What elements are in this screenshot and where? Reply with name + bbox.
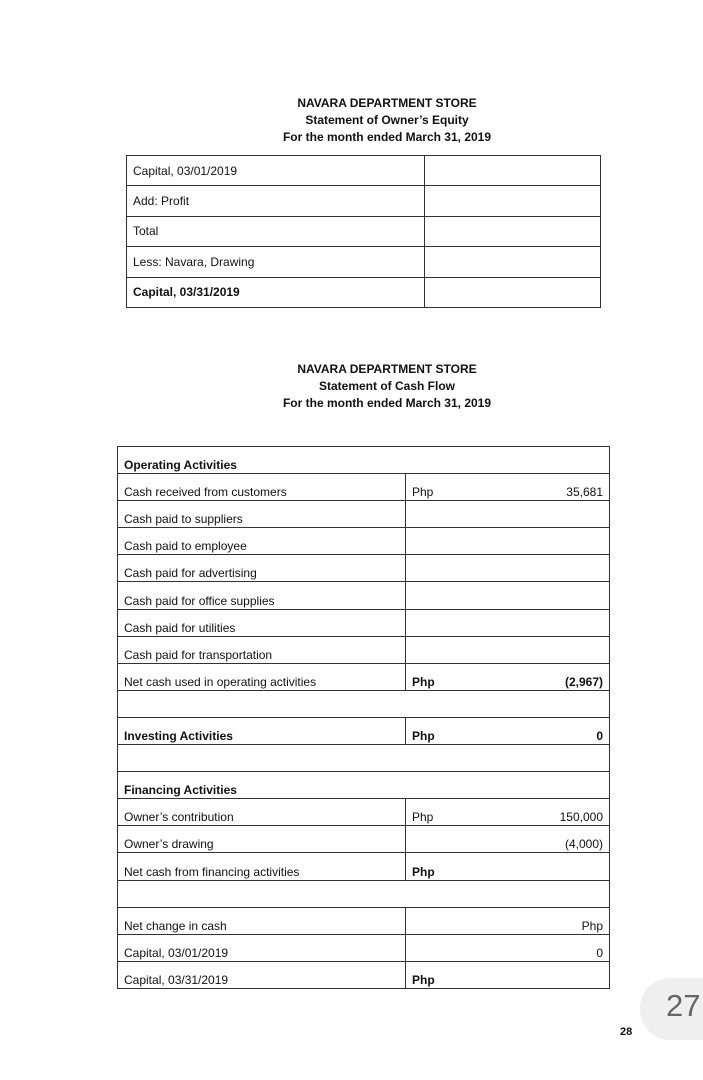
amount-cell (406, 555, 610, 582)
table-row (118, 636, 610, 663)
company-name: NAVARA DEPARTMENT STORE (297, 96, 477, 110)
table-row (118, 582, 610, 609)
row-label: Cash paid for advertising (118, 555, 406, 582)
financing-header: Financing Activities (118, 772, 610, 799)
statement-title: Statement of Cash Flow (318, 379, 455, 393)
statement-title: Statement of Owner’s Equity (305, 113, 469, 127)
amount-cell (406, 609, 610, 636)
table-row (118, 826, 610, 853)
table-row (127, 186, 601, 216)
row-label: Capital, 03/31/2019 (127, 277, 425, 307)
table-row (127, 247, 601, 277)
amount-cell (406, 528, 610, 555)
table-row (118, 474, 610, 501)
table-row (118, 609, 610, 636)
row-label: Net cash from financing activities (118, 853, 406, 880)
blank-row (118, 745, 610, 772)
row-label: Less: Navara, Drawing (127, 247, 425, 277)
row-label: Add: Profit (127, 186, 425, 216)
row-label: Capital, 03/31/2019 (118, 961, 406, 988)
amount-cell (406, 717, 610, 744)
row-label: Capital, 03/01/2019 (127, 156, 425, 186)
amount-cell: Php (406, 907, 610, 934)
table-row (118, 799, 610, 826)
amount: 0 (596, 729, 603, 744)
company-name: NAVARA DEPARTMENT STORE (297, 362, 477, 376)
amount-cell (406, 799, 610, 826)
currency: Php (412, 729, 435, 744)
amount: (2,967) (564, 674, 603, 689)
row-label: Cash received from customers (118, 474, 406, 501)
amount-cell (425, 277, 601, 307)
cashflow-heading (0, 361, 703, 412)
currency: Php (412, 674, 435, 689)
amount-cell (406, 636, 610, 663)
amount: 35,681 (566, 485, 603, 500)
row-label: Net cash used in operating activities (118, 663, 406, 690)
table-row (127, 277, 601, 307)
statement-period: For the month ended March 31, 2019 (282, 130, 492, 144)
table-row (118, 961, 610, 988)
table-row (127, 156, 601, 186)
amount-cell (406, 474, 610, 501)
table-row (118, 501, 610, 528)
row-label: Cash paid for office supplies (118, 582, 406, 609)
row-label: Capital, 03/01/2019 (118, 934, 406, 961)
blank-cell (118, 745, 406, 772)
row-label: Net change in cash (118, 907, 406, 934)
owners-equity-table (126, 155, 601, 308)
blank-cell (118, 880, 406, 907)
section-header (118, 447, 610, 474)
amount-cell (425, 216, 601, 246)
blank-cell (118, 690, 406, 717)
amount-cell (406, 826, 610, 853)
row-label: Cash paid for transportation (118, 636, 406, 663)
investing-row (118, 717, 610, 744)
amount: (4,000) (564, 837, 603, 852)
row-label: Owner’s contribution (118, 799, 406, 826)
table-row (127, 216, 601, 246)
blank-cell (406, 880, 610, 907)
page-badge-number: 27 (666, 988, 701, 1023)
blank-cell (406, 690, 610, 717)
currency: Php (412, 810, 434, 825)
currency: Php (412, 485, 434, 500)
operating-header: Operating Activities (118, 447, 610, 474)
currency: Php (406, 961, 610, 988)
amount-cell (425, 186, 601, 216)
amount: 150,000 (559, 810, 603, 825)
blank-row (118, 880, 610, 907)
blank-cell (406, 745, 610, 772)
equity-heading (0, 95, 703, 146)
amount-cell (406, 663, 610, 690)
table-row (118, 907, 610, 934)
amount-cell (425, 247, 601, 277)
page-number: 28 (620, 1026, 633, 1038)
blank-row (118, 690, 610, 717)
net-financing-row (118, 853, 610, 880)
table-row (118, 528, 610, 555)
table-row (118, 934, 610, 961)
row-label: Cash paid for utilities (118, 609, 406, 636)
row-label: Investing Activities (118, 717, 406, 744)
cash-flow-table (117, 446, 610, 989)
section-header (118, 772, 610, 799)
net-operating-row (118, 663, 610, 690)
currency: Php (406, 853, 610, 880)
table-row (118, 555, 610, 582)
amount-cell (406, 582, 610, 609)
row-label: Cash paid to suppliers (118, 501, 406, 528)
amount-cell: 0 (406, 934, 610, 961)
page-badge (640, 978, 703, 1040)
amount-cell (425, 156, 601, 186)
statement-period: For the month ended March 31, 2019 (282, 396, 492, 410)
row-label: Owner’s drawing (118, 826, 406, 853)
row-label: Total (127, 216, 425, 246)
row-label: Cash paid to employee (118, 528, 406, 555)
amount-cell (406, 501, 610, 528)
